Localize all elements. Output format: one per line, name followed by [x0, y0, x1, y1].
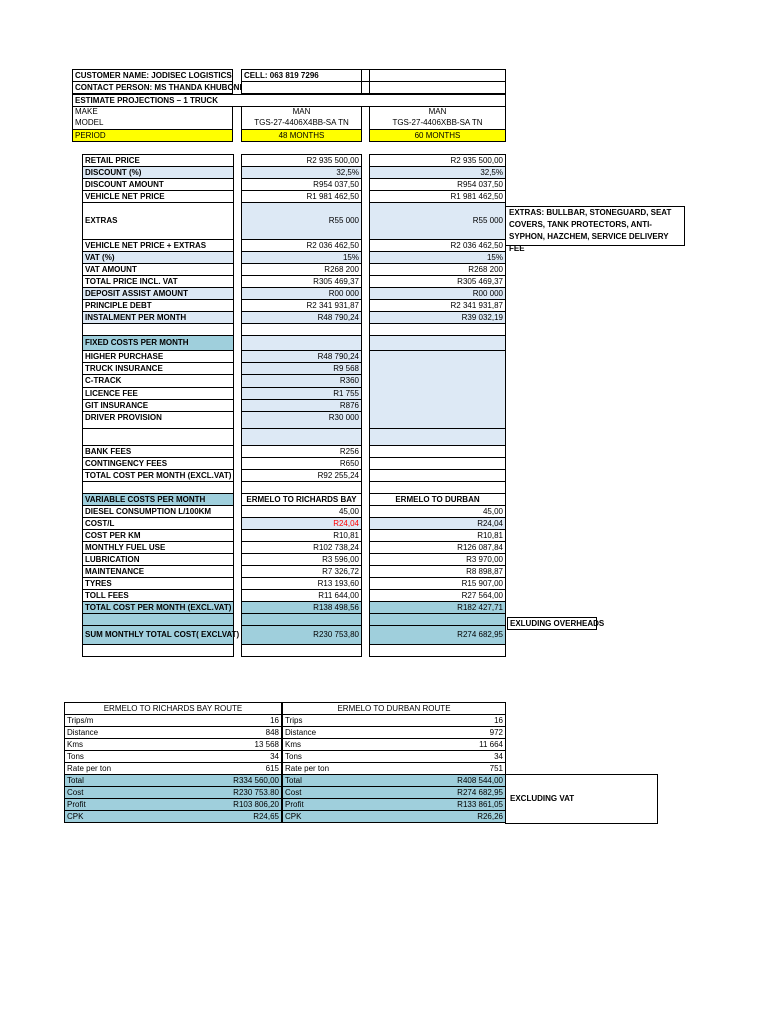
variable-value-a: R10,81 — [241, 529, 362, 542]
route-a-value: 13 568 — [254, 740, 279, 749]
variable-label: TOTAL COST PER MONTH (EXCL.VAT) — [82, 601, 234, 614]
route-b-value: 972 — [489, 728, 503, 737]
variable-value-a: R138 498,56 — [241, 601, 362, 614]
overheads-note: EXLUDING OVERHEADS — [507, 617, 597, 630]
pricing-label: RETAIL PRICE — [82, 154, 234, 167]
customer-name-cell: CUSTOMER NAME: JODISEC LOGISTICS — [72, 69, 233, 82]
route-a-value: 615 — [265, 764, 279, 773]
route-a-label: Profit — [67, 800, 86, 809]
sum-value-b: R274 682,95 — [369, 625, 506, 645]
route-b-label: Rate per ton — [285, 764, 330, 773]
pricing-value-a: 15% — [241, 251, 362, 264]
contact-person-cell: CONTACT PERSON: MS THANDA KHUBONI — [72, 81, 233, 94]
fixed-value-a: R30 000 — [241, 411, 362, 429]
fixed-value-a: R876 — [241, 399, 362, 412]
sum-value-a: R230 753,80 — [241, 625, 362, 645]
variable-label: MONTHLY FUEL USE — [82, 541, 234, 554]
blank-a — [241, 428, 362, 446]
variable-value-a: R7 326,72 — [241, 565, 362, 578]
route-a-label: Distance — [67, 728, 99, 737]
route-a-value: 34 — [270, 752, 279, 761]
make-label: MAKE — [75, 107, 98, 116]
model-label: MODEL — [75, 118, 104, 127]
route-a-label: Trips/m — [67, 716, 94, 725]
fixed-value-a: R9 568 — [241, 362, 362, 375]
fixed-costs-title: FIXED COSTS PER MONTH — [82, 335, 234, 351]
pricing-value-a: R2 935 500,00 — [241, 154, 362, 167]
fixed-value-a: R360 — [241, 374, 362, 388]
variable-label: TOLL FEES — [82, 589, 234, 602]
variable-label: LUBRICATION — [82, 553, 234, 566]
variable-label: COST PER KM — [82, 529, 234, 542]
period-b-cell: 60 MONTHS — [369, 129, 506, 142]
fixed-label: C-TRACK — [82, 374, 234, 388]
variable-label: COST/L — [82, 517, 234, 530]
route-a-label: Cost — [67, 788, 84, 797]
pricing-value-b: R2 935 500,00 — [369, 154, 506, 167]
route-a-value: R334 560,00 — [233, 776, 279, 785]
pricing-value-b: R268 200 — [369, 263, 506, 276]
route-a-label: Total — [67, 776, 84, 785]
route-a-header: ERMELO TO RICHARDS BAY — [241, 493, 362, 506]
variable-value-b: R8 898,87 — [369, 565, 506, 578]
variable-value-b: 45,00 — [369, 505, 506, 518]
fixed-b-block — [369, 350, 506, 429]
variable-value-b: R27 564,00 — [369, 589, 506, 602]
fixed-title-b — [369, 335, 506, 351]
header-empty-cell — [241, 81, 362, 94]
variable-value-a: R3 596,00 — [241, 553, 362, 566]
pricing-label: DISCOUNT AMOUNT — [82, 178, 234, 191]
pricing-label: VEHICLE NET PRICE — [82, 190, 234, 203]
fixed-label: GIT INSURANCE — [82, 399, 234, 412]
fixed-value-a: R256 — [241, 445, 362, 458]
route-b-header: ERMELO TO DURBAN — [369, 493, 506, 506]
pricing-label: INSTALMENT PER MONTH — [82, 311, 234, 324]
fixed-label: DRIVER PROVISION — [82, 411, 234, 429]
vat-note: EXCLUDING VAT — [505, 774, 658, 824]
route-b-label: Tons — [285, 752, 302, 761]
model-b-cell — [369, 106, 506, 130]
variable-value-a: R102 738,24 — [241, 541, 362, 554]
route-b-label: Kms — [285, 740, 301, 749]
route-a-value: R230 753.80 — [233, 788, 279, 797]
pricing-value-a: R55 000 — [241, 202, 362, 240]
blank-b — [369, 644, 506, 657]
fixed-label: LICENCE FEE — [82, 387, 234, 400]
pricing-value-a: R1 981 462,50 — [241, 190, 362, 203]
variable-value-a: R13 193,60 — [241, 577, 362, 590]
blank-b — [369, 428, 506, 446]
route-a-label: CPK — [67, 812, 84, 821]
pricing-label: EXTRAS — [82, 202, 234, 240]
route-b-label: Total — [285, 776, 302, 785]
variable-value-b: R24,04 — [369, 517, 506, 530]
period-label-cell: PERIOD — [72, 129, 233, 142]
estimate-title-cell: ESTIMATE PROJECTIONS – 1 TRUCK — [72, 94, 506, 107]
pricing-value-a: R305 469,37 — [241, 275, 362, 288]
pricing-label: DISCOUNT (%) — [82, 166, 234, 179]
variable-value-b: R15 907,00 — [369, 577, 506, 590]
pricing-value-b: R1 981 462,50 — [369, 190, 506, 203]
variable-value-b: R126 087,84 — [369, 541, 506, 554]
fixed-value-a: R650 — [241, 457, 362, 470]
route-b-title: ERMELO TO DURBAN ROUTE — [282, 702, 506, 715]
pricing-value-a: R48 790,24 — [241, 311, 362, 324]
pricing-label: PRINCIPLE DEBT — [82, 299, 234, 312]
route-b-value: 751 — [489, 764, 503, 773]
route-a-label: Tons — [67, 752, 84, 761]
variable-value-b: R10,81 — [369, 529, 506, 542]
pricing-value-a: R2 036 462,50 — [241, 239, 362, 252]
route-a-value: R24,65 — [253, 812, 279, 821]
variable-value-a: R24,04 — [241, 517, 362, 530]
route-b-value: R408 544,00 — [457, 776, 503, 785]
route-b-label: CPK — [285, 812, 302, 821]
route-b-label: Profit — [285, 800, 304, 809]
route-b-value: 34 — [494, 752, 503, 761]
route-a-value: 848 — [265, 728, 279, 737]
pricing-label: DEPOSIT ASSIST AMOUNT — [82, 287, 234, 300]
pricing-value-b: R00 000 — [369, 287, 506, 300]
fixed-label: TRUCK INSURANCE — [82, 362, 234, 375]
route-b-value: 11 664 — [479, 740, 503, 749]
pricing-value-b: R2 341 931,87 — [369, 299, 506, 312]
variable-label: DIESEL CONSUMPTION L/100KM — [82, 505, 234, 518]
pricing-value-b: R305 469,37 — [369, 275, 506, 288]
pricing-label: VAT (%) — [82, 251, 234, 264]
period-a-cell: 48 MONTHS — [241, 129, 362, 142]
pricing-value-b: R39 032,19 — [369, 311, 506, 324]
pricing-label: VAT AMOUNT — [82, 263, 234, 276]
blank-label — [82, 644, 234, 657]
variable-costs-title: VARIABLE COSTS PER MONTH — [82, 493, 234, 506]
route-b-value: R26,26 — [477, 812, 503, 821]
pricing-value-b: R2 036 462,50 — [369, 239, 506, 252]
pricing-value-a: 32,5% — [241, 166, 362, 179]
model-a: TGS-27-4406X4BB-SA TN — [254, 118, 349, 127]
pricing-value-b: R55 000 — [369, 202, 506, 240]
route-b-label: Cost — [285, 788, 302, 797]
fixed-label: BANK FEES — [82, 445, 234, 458]
sum-label: SUM MONTHLY TOTAL COST( EXCLVAT) — [82, 625, 234, 645]
fixed-value-a: R1 755 — [241, 387, 362, 400]
pricing-value-a: R00 000 — [241, 287, 362, 300]
route-b-value: R274 682,95 — [457, 788, 503, 797]
model-b: TGS-27-4406XBB-SA TN — [392, 118, 483, 127]
make-a: MAN — [292, 107, 311, 116]
variable-label: TYRES — [82, 577, 234, 590]
fixed-label: TOTAL COST PER MONTH (EXCL.VAT) — [82, 469, 234, 482]
pricing-value-a: R954 037,50 — [241, 178, 362, 191]
pricing-label: VEHICLE NET PRICE + EXTRAS — [82, 239, 234, 252]
cell-number-cell: CELL: 063 819 7296 — [241, 69, 362, 82]
extras-note: EXTRAS: BULLBAR, STONEGUARD, SEAT COVERS, TANK PROTECTORS, ANTI-SYPHON, HAZCHEM, SERVICE DELIVERY FEE — [505, 206, 685, 246]
variable-value-b: R3 970,00 — [369, 553, 506, 566]
fixed-title-a — [241, 335, 362, 351]
route-a-title: ERMELO TO RICHARDS BAY ROUTE — [64, 702, 282, 715]
make-b: MAN — [428, 107, 447, 116]
pricing-value-a: R268 200 — [241, 263, 362, 276]
variable-value-b: R182 427,71 — [369, 601, 506, 614]
fixed-label: CONTINGENCY FEES — [82, 457, 234, 470]
model-a-cell — [241, 106, 362, 130]
blank-a — [241, 644, 362, 657]
fixed-value-a: R48 790,24 — [241, 350, 362, 363]
route-b-label: Trips — [285, 716, 303, 725]
pricing-value-b: 15% — [369, 251, 506, 264]
pricing-value-b: R954 037,50 — [369, 178, 506, 191]
blank-label — [82, 428, 234, 446]
make-model-label-cell — [72, 106, 233, 130]
pricing-value-a: R2 341 931,87 — [241, 299, 362, 312]
fixed-label: HIGHER PURCHASE — [82, 350, 234, 363]
header-empty-cell — [369, 81, 506, 94]
route-a-label: Kms — [67, 740, 83, 749]
fixed-value-a: R92 255,24 — [241, 469, 362, 482]
route-b-label: Distance — [285, 728, 317, 737]
route-b-value: 16 — [494, 716, 503, 725]
variable-value-a: R11 644,00 — [241, 589, 362, 602]
variable-label: MAINTENANCE — [82, 565, 234, 578]
route-a-row — [64, 810, 282, 823]
route-b-value: R133 861,05 — [457, 800, 503, 809]
pricing-label: TOTAL PRICE INCL. VAT — [82, 275, 234, 288]
route-a-value: 16 — [270, 716, 279, 725]
route-a-value: R103 806,20 — [233, 800, 279, 809]
route-a-label: Rate per ton — [67, 764, 112, 773]
pricing-value-b: 32,5% — [369, 166, 506, 179]
variable-value-a: 45,00 — [241, 505, 362, 518]
route-b-row — [282, 810, 506, 823]
